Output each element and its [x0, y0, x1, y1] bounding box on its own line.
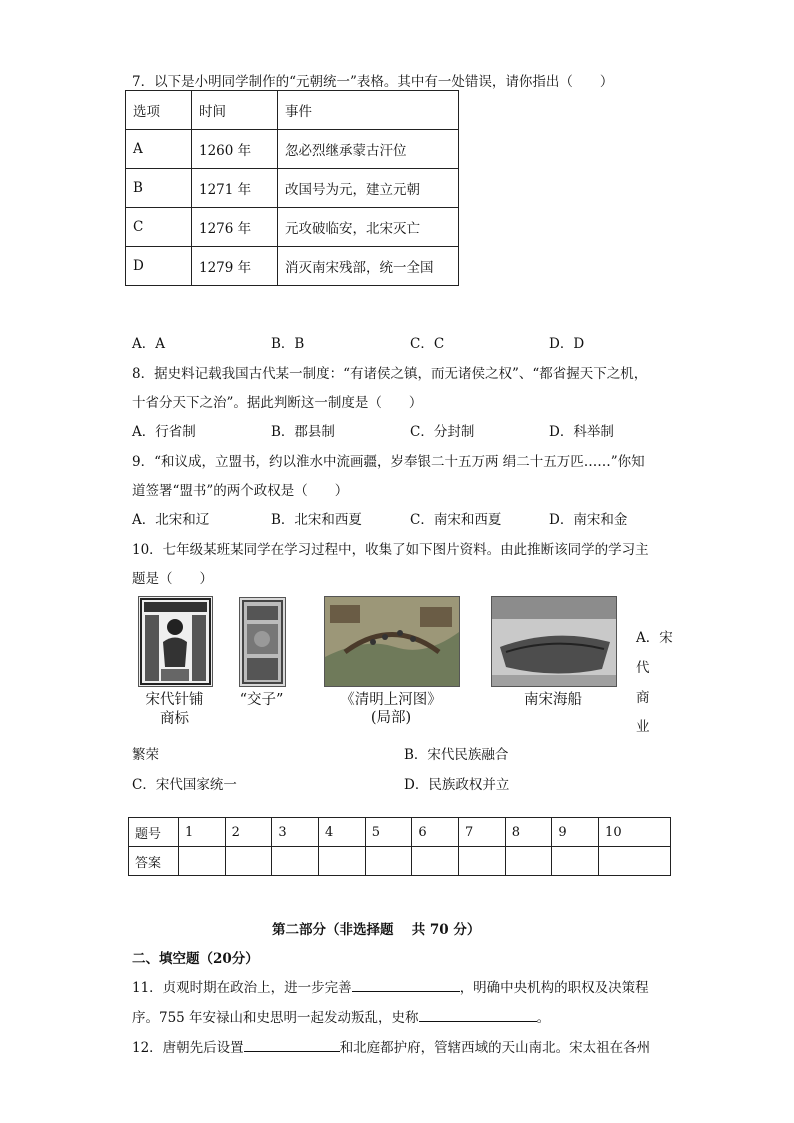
q10-option-b: B．宋代民族融合 — [404, 747, 509, 763]
answer-label: 答案 — [129, 847, 179, 876]
q9-stem-line2: 道签署“盟书”的两个政权是（ ） — [132, 483, 349, 499]
q9-stem-line1: 9．“和议成，立盟书，约以淮水中流画疆，岁奉银二十五万两 绢二十五万匹……”你知 — [132, 454, 645, 470]
table-row — [126, 169, 459, 208]
q11-blank-1[interactable] — [352, 977, 460, 992]
answer-cell[interactable] — [272, 847, 319, 876]
q8-stem-line1: 8．据史料记载我国古代某一制度：“有诸侯之镇，而无诸侯之权”、“都省握天下之机， — [132, 366, 648, 382]
q10-option-c: C．宋代国家统一 — [132, 777, 237, 793]
question-number-cell: 1 — [179, 818, 226, 847]
q11-text: 序。755 年安禄山和史思明一起发动叛乱，史称 — [132, 1010, 419, 1026]
question-number-cell: 6 — [412, 818, 459, 847]
question-number-cell: 10 — [599, 818, 671, 847]
q10-stem-line1: 10．七年级某班某同学在学习过程中，收集了如下图片资料。由此推断该同学的学习主 — [132, 542, 649, 558]
part2-title: 第二部分（非选择题 共 70 分） — [272, 922, 481, 938]
q8-option-d: D．科举制 — [549, 424, 614, 440]
question-number-cell: 5 — [365, 818, 412, 847]
answer-cell[interactable] — [225, 847, 272, 876]
table-row — [126, 130, 459, 169]
q12-text: 12．唐朝先后设置 — [132, 1040, 244, 1056]
q10-option-d: D．民族政权并立 — [404, 777, 510, 793]
q8-option-c: C．分封制 — [410, 424, 475, 440]
answer-cell[interactable] — [179, 847, 226, 876]
table-cell: C — [126, 208, 192, 247]
question-number-cell: 7 — [459, 818, 506, 847]
q8-option-a: A．行省制 — [132, 424, 196, 440]
answer-cell[interactable] — [505, 847, 552, 876]
q7-option-c: C．C — [410, 336, 445, 352]
q12-line1 — [132, 1036, 650, 1056]
question-number-cell: 2 — [225, 818, 272, 847]
question-number-cell: 9 — [552, 818, 599, 847]
question-number-cell: 4 — [319, 818, 366, 847]
q7-option-b: B．B — [271, 336, 305, 352]
table-cell: 1276 年 — [192, 208, 278, 247]
table-row — [126, 208, 459, 247]
q10-option-a-char: 业 — [636, 719, 650, 735]
q10-option-a-tail: 繁荣 — [132, 747, 159, 763]
answer-table — [128, 817, 671, 876]
answer-cell[interactable] — [365, 847, 412, 876]
table-row — [126, 247, 459, 286]
q8-stem-line2: 十省分天下之治”。据此判断这一制度是（ ） — [132, 395, 423, 411]
q9-option-d: D．南宋和金 — [549, 512, 628, 528]
table-cell: 忽必烈继承蒙古汗位 — [278, 130, 459, 169]
question-number-label: 题号 — [129, 818, 179, 847]
q12-blank-1[interactable] — [244, 1037, 340, 1052]
qingming-scroll-image — [324, 596, 460, 687]
q11-text: 。 — [536, 1010, 551, 1026]
southern-song-ship-image — [491, 596, 617, 687]
needle-shop-trademark-image — [138, 596, 213, 687]
table-cell: 1271 年 — [192, 169, 278, 208]
table-header-cell: 事件 — [278, 91, 459, 130]
table-row — [129, 847, 671, 876]
table-cell: A — [126, 130, 192, 169]
q10-option-a-char: 代 — [636, 660, 650, 676]
q7-stem: 7．以下是小明同学制作的“元朝统一”表格。其中有一处错误，请你指出（ ） — [132, 74, 614, 90]
q11-text: 11．贞观时期在政治上，进一步完善 — [132, 980, 352, 996]
answer-cell[interactable] — [459, 847, 506, 876]
q10-option-a-char: 商 — [636, 690, 650, 706]
caption-qingming: 《清明上河图》 — [340, 692, 442, 708]
caption-song-ship: 南宋海船 — [524, 692, 582, 708]
answer-cell[interactable] — [552, 847, 599, 876]
q10-option-a-char: A．宋 — [636, 630, 673, 646]
caption-needle-shop: 宋代针铺 — [145, 692, 204, 708]
caption-jiaozi: “交子” — [239, 692, 284, 708]
q11-line2 — [132, 1006, 550, 1026]
answer-cell[interactable] — [599, 847, 671, 876]
yuan-unification-table — [125, 90, 459, 286]
caption-qingming-part: (局部) — [370, 710, 412, 726]
section-heading: 二、填空题（20分） — [132, 951, 259, 967]
table-row — [129, 818, 671, 847]
table-cell: D — [126, 247, 192, 286]
q12-text: 和北庭都护府，管辖西域的天山南北。宋太祖在各州 — [339, 1040, 651, 1056]
q7-option-d: D．D — [549, 336, 585, 352]
q7-option-a: A．A — [132, 336, 165, 352]
q11-line1 — [132, 976, 649, 996]
answer-cell[interactable] — [319, 847, 366, 876]
table-cell: 改国号为元，建立元朝 — [278, 169, 459, 208]
table-cell: 1279 年 — [192, 247, 278, 286]
question-number-cell: 8 — [505, 818, 552, 847]
table-cell: B — [126, 169, 192, 208]
jiaozi-banknote-image — [239, 597, 286, 687]
q10-stem-line2: 题是（ ） — [132, 571, 213, 587]
q9-option-c: C．南宋和西夏 — [410, 512, 502, 528]
q8-option-b: B．郡县制 — [271, 424, 335, 440]
q9-option-a: A．北宋和辽 — [132, 512, 210, 528]
table-header-cell: 选项 — [126, 91, 192, 130]
question-number-cell: 3 — [272, 818, 319, 847]
q11-blank-2[interactable] — [419, 1007, 537, 1022]
table-cell: 元攻破临安，北宋灭亡 — [278, 208, 459, 247]
answer-cell[interactable] — [412, 847, 459, 876]
q11-text: ，明确中央机构的职权及决策程 — [459, 980, 649, 996]
q9-option-b: B．北宋和西夏 — [271, 512, 362, 528]
table-cell: 消灭南宋残部，统一全国 — [278, 247, 459, 286]
table-header-cell: 时间 — [192, 91, 278, 130]
table-cell: 1260 年 — [192, 130, 278, 169]
caption-trademark: 商标 — [160, 711, 189, 727]
table-row — [126, 91, 459, 130]
